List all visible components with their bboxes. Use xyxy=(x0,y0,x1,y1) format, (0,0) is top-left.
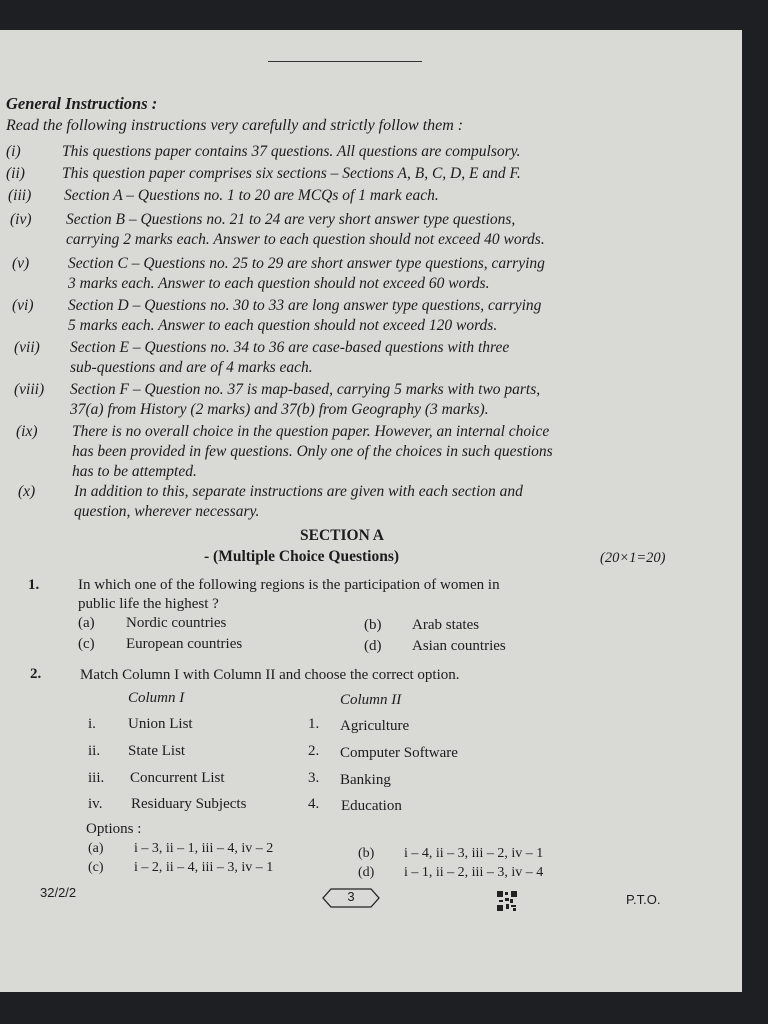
section-marks: (20×1=20) xyxy=(600,550,666,566)
instructions-title: General Instructions : xyxy=(6,94,158,113)
qr-code-icon xyxy=(496,890,518,912)
question-number: 2. xyxy=(30,666,42,682)
question-text: Match Column I with Column II and choose the correct option. xyxy=(80,667,460,683)
option-d: (d) i – 1, ii – 2, iii – 3, iv – 4 xyxy=(358,865,544,880)
top-rule xyxy=(268,61,422,62)
pto-label: P.T.O. xyxy=(626,892,661,907)
option-a: (a) Nordic countries xyxy=(78,615,227,631)
exam-page: General Instructions : Read the following instructions very carefully and strictly follow them : (i) This questions paper contains 37 questions. All questions are compulsory. (ii) This question paper comprises six sections – Sections A, B, C, D, E and F. (iii) Section A – Questions no. 1 to 20 are MCQs of 1 mark each. (iv) Section B – Questions no. 21 to 24 are very short answer type questions, carrying 2 marks each. Answer to each question should not exceed 40 words. (v) Section C – Questions no. 25 to 29 are short answer type questions, carrying 3 marks each. Answer to each question should not exceed 60 words. (vi) Section D – Questions no. 30 to 33 are long answer type questions, carrying 5 marks each. Answer to each question should not exceed 120 words. (vii) Section E – Questions no. 34 to 36 are case-based questions with three sub-questions and are of 4 marks each. (viii) Section F – Question no. 37 is map-based, carrying 5 marks with two parts, 37(a) from History (2 marks) and 37(b) from Geography (3 marks). (ix) There is no overall choice in the question paper. However, an internal choice has been provided in few questions. Only one of the choices in such questions has to be attempted. (x) In addition to this, separate instructions are given with each section and question, wherever necessary. SECTION A - (Multiple Choice Questions) (20×1=20) 1. In which one of the following regions is the participation of women in public life the highest ? (a) Nordic countries (b) Arab states (c) European countries (d) Asian countries 2. Match Column I with Column II and choose the correct option. Column I Column II i. Union List 1. Agriculture ii. State List 2. Computer Software iii. Concurrent List 3. Banking iv. Residuary Subjects 4. Education Options : (a) i – 3, ii – 1, iii – 4, iv – 2 (b) i – 4, ii – 3, iii – 2, iv – 1 (c) i – 2, ii – 4, iii – 3, iv – 1 (d) i – 1, ii – 2, iii – 3, iv – 4 32/2/2 3 P.T.O. xyxy=(0,30,742,992)
question-number: 1. xyxy=(28,577,40,593)
option-c: (c) European countries xyxy=(78,636,243,652)
section-subtitle: - (Multiple Choice Questions) xyxy=(204,548,400,565)
page-number-badge xyxy=(322,888,380,908)
column-1-header: Column I xyxy=(128,690,185,706)
option-c: (c) i – 2, ii – 4, iii – 3, iv – 1 xyxy=(88,860,274,875)
option-b: (b) Arab states xyxy=(364,617,480,633)
column-2-header: Column II xyxy=(340,692,402,708)
question-text: public life the highest ? xyxy=(78,596,219,612)
section-title: SECTION A xyxy=(300,527,384,544)
question-text: In which one of the following regions is the participation of women in xyxy=(78,577,500,593)
option-d: (d) Asian countries xyxy=(364,638,506,654)
option-b: (b) i – 4, ii – 3, iii – 2, iv – 1 xyxy=(358,846,544,861)
instructions-lead: Read the following instructions very carefully and strictly follow them : xyxy=(6,117,464,134)
options-label: Options : xyxy=(86,821,142,837)
page-number: 3 xyxy=(347,889,355,904)
option-a: (a) i – 3, ii – 1, iii – 4, iv – 2 xyxy=(88,841,274,856)
paper-code: 32/2/2 xyxy=(40,885,77,900)
